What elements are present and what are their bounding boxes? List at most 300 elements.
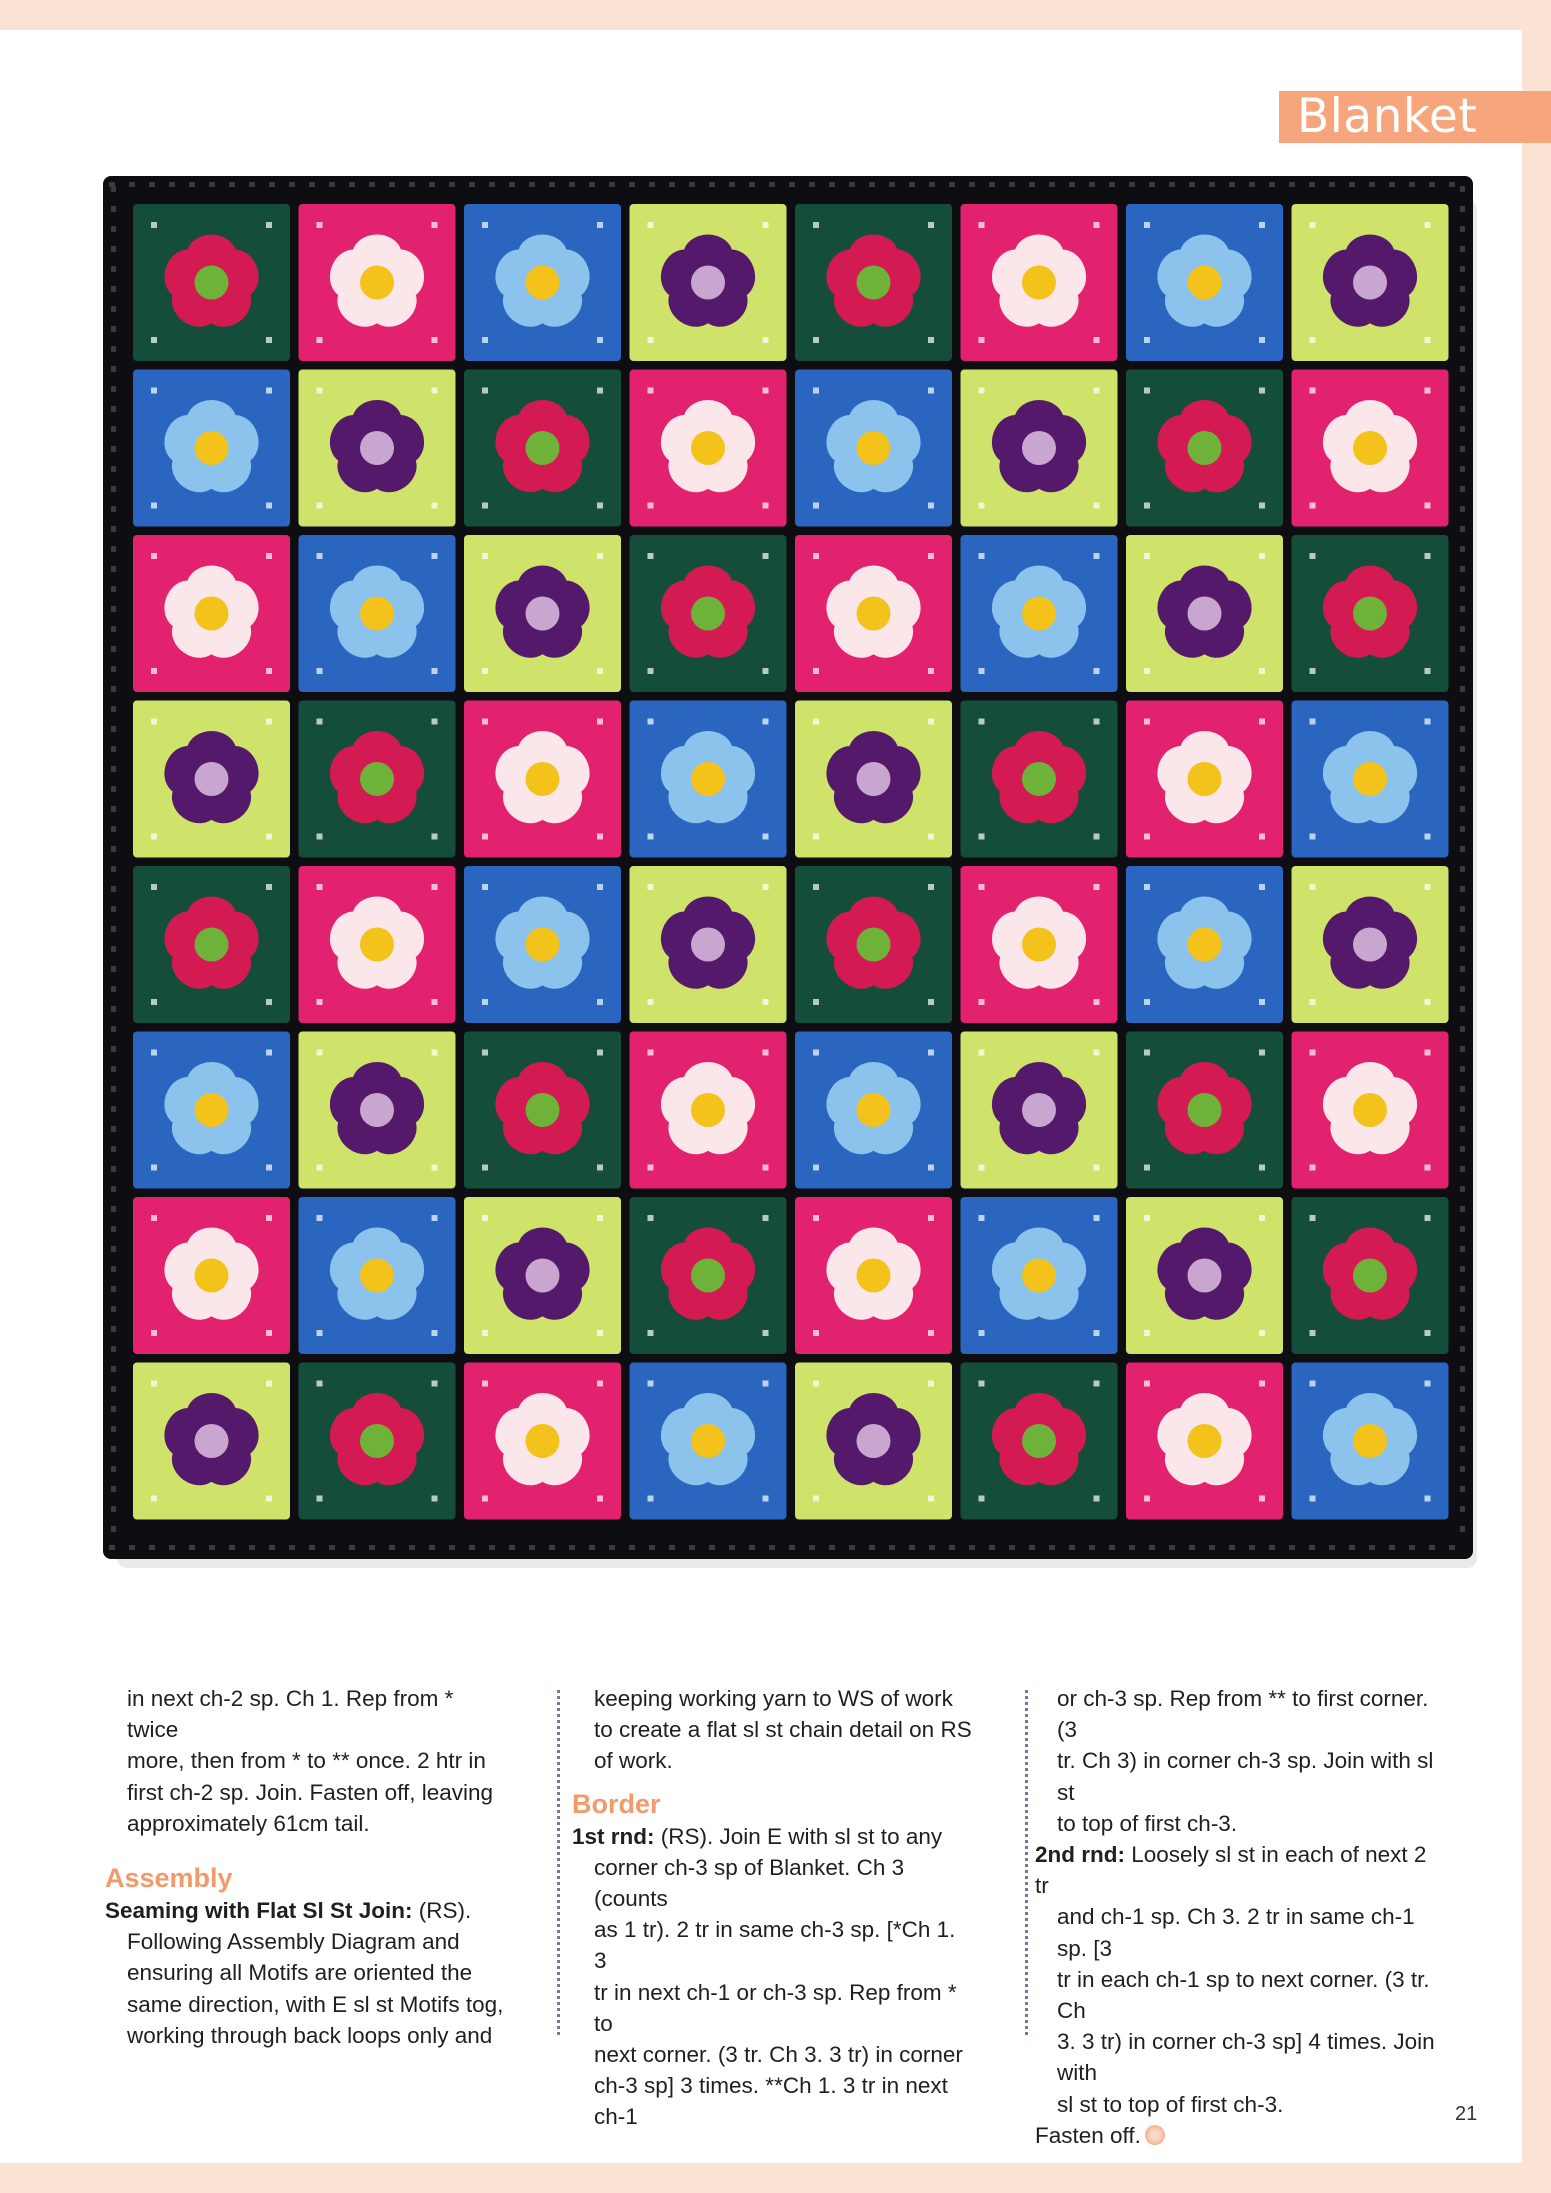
motif-hole <box>151 719 157 725</box>
border-stitch <box>1189 1545 1195 1550</box>
border-stitch <box>1029 1545 1035 1550</box>
flower-center <box>691 928 725 962</box>
border-stitch <box>209 182 215 187</box>
flower-center <box>526 597 560 631</box>
border-stitch <box>129 1545 135 1550</box>
motif-hole <box>151 1165 157 1171</box>
motif-hole <box>979 1381 985 1387</box>
motif-hole <box>151 1215 157 1221</box>
motif-hole <box>1094 1496 1100 1502</box>
motif-hole <box>928 1381 934 1387</box>
pattern-line: to top of first ch-3. <box>1057 1810 1238 1836</box>
motif-hole <box>432 999 438 1005</box>
border-stitch <box>589 1545 595 1550</box>
border-stitch <box>1460 1166 1465 1172</box>
border-stitch <box>469 1545 475 1550</box>
border-stitch <box>989 182 995 187</box>
border-stitch <box>489 1545 495 1550</box>
border-stitch <box>589 182 595 187</box>
motif-hole <box>1310 884 1316 890</box>
motif-hole <box>979 719 985 725</box>
motif-hole <box>1310 834 1316 840</box>
border-stitch <box>769 1545 775 1550</box>
border-stitch <box>1460 866 1465 872</box>
motif-hole <box>1259 553 1265 559</box>
motif-hole <box>1144 1215 1150 1221</box>
motif-hole <box>597 884 603 890</box>
border-stitch <box>111 986 116 992</box>
motif-hole <box>763 668 769 674</box>
flower-center <box>526 1259 560 1293</box>
border-stitch <box>569 1545 575 1550</box>
pattern-line: next corner. (3 tr. Ch 3. 3 tr) in corner <box>594 2042 963 2068</box>
border-stitch <box>1460 1306 1465 1312</box>
motif-hole <box>597 999 603 1005</box>
motif-hole <box>763 503 769 509</box>
border-stitch <box>149 1545 155 1550</box>
border-stitch <box>1460 446 1465 452</box>
motif-hole <box>317 719 323 725</box>
border-stitch <box>111 306 116 312</box>
motif-hole <box>763 1050 769 1056</box>
motif-hole <box>1094 1050 1100 1056</box>
motif-hole <box>813 553 819 559</box>
border-stitch <box>909 182 915 187</box>
border-stitch <box>111 1306 116 1312</box>
motif-hole <box>266 1330 272 1336</box>
motif-hole <box>1144 337 1150 343</box>
motif-hole <box>317 1050 323 1056</box>
flower-center <box>857 928 891 962</box>
motif-hole <box>1310 553 1316 559</box>
motif-hole <box>597 388 603 394</box>
flower-center <box>1353 597 1387 631</box>
motif-hole <box>266 1050 272 1056</box>
border-stitch <box>111 1486 116 1492</box>
border-stitch <box>1460 326 1465 332</box>
motif-hole <box>813 1215 819 1221</box>
pattern-line: sl st to top of first ch-3. <box>1057 2091 1284 2117</box>
border-stitch <box>1460 1466 1465 1472</box>
border-stitch <box>1460 1246 1465 1252</box>
round-2-label: 2nd rnd: <box>1035 1842 1125 1868</box>
flower-center <box>1188 928 1222 962</box>
border-stitch <box>1460 1326 1465 1332</box>
motif-hole <box>266 553 272 559</box>
border-stitch <box>1049 182 1055 187</box>
motif-hole <box>928 668 934 674</box>
round-1-instruction <box>572 1821 972 1852</box>
motif-hole <box>482 834 488 840</box>
motif-hole <box>1259 884 1265 890</box>
motif-hole <box>1310 1165 1316 1171</box>
motif-hole <box>1259 834 1265 840</box>
border-stitch <box>1369 182 1375 187</box>
motif-hole <box>648 834 654 840</box>
flower-center <box>360 1424 394 1458</box>
motif-hole <box>151 999 157 1005</box>
motif-hole <box>1425 1381 1431 1387</box>
border-stitch <box>669 182 675 187</box>
pattern-line: 3. 3 tr) in corner ch-3 sp] 4 times. Join with <box>1057 2029 1435 2086</box>
flower-center <box>691 762 725 796</box>
border-stitch <box>111 1046 116 1052</box>
border-stitch <box>111 446 116 452</box>
motif-hole <box>1094 553 1100 559</box>
border-stitch <box>111 1206 116 1212</box>
border-stitch <box>1249 182 1255 187</box>
border-stitch <box>111 1326 116 1332</box>
motif-hole <box>317 337 323 343</box>
border-stitch <box>1269 182 1275 187</box>
border-stitch <box>1460 946 1465 952</box>
motif-hole <box>151 222 157 228</box>
motif-hole <box>763 884 769 890</box>
border-stitch <box>209 1545 215 1550</box>
motif-hole <box>266 1496 272 1502</box>
motif-hole <box>1259 1165 1265 1171</box>
border-stitch <box>1460 366 1465 372</box>
flower-center <box>691 597 725 631</box>
motif-hole <box>1310 337 1316 343</box>
motif-hole <box>482 999 488 1005</box>
border-stitch <box>111 466 116 472</box>
flower-center <box>1353 1424 1387 1458</box>
motif-hole <box>482 553 488 559</box>
pattern-line: tr in next ch-1 or ch-3 sp. Rep from * to <box>594 1979 957 2036</box>
border-stitch <box>1349 182 1355 187</box>
border-stitch <box>1329 182 1335 187</box>
motif-hole <box>482 503 488 509</box>
border-stitch <box>1289 182 1295 187</box>
motif-hole <box>928 388 934 394</box>
motif-hole <box>1094 388 1100 394</box>
flower-center <box>526 762 560 796</box>
flower-center <box>195 431 229 465</box>
border-stitch <box>689 1545 695 1550</box>
flower-center <box>195 1093 229 1127</box>
motif-hole <box>317 222 323 228</box>
border-stitch <box>111 566 116 572</box>
border-stitch <box>1169 182 1175 187</box>
border-stitch <box>809 182 815 187</box>
motif-hole <box>597 503 603 509</box>
border-stitch <box>1460 346 1465 352</box>
motif-hole <box>813 884 819 890</box>
motif-hole <box>482 1165 488 1171</box>
motif-hole <box>648 1050 654 1056</box>
border-stitch <box>1460 226 1465 232</box>
motif-hole <box>266 1165 272 1171</box>
motif-hole <box>648 222 654 228</box>
motif-hole <box>1144 668 1150 674</box>
border-stitch <box>509 1545 515 1550</box>
motif-hole <box>648 553 654 559</box>
border-stitch <box>1460 506 1465 512</box>
border-stitch <box>429 1545 435 1550</box>
border-stitch <box>111 1226 116 1232</box>
pattern-line: in next ch-2 sp. Ch 1. Rep from * twice <box>127 1686 454 1743</box>
motif-hole <box>979 1165 985 1171</box>
border-stitch <box>1449 182 1455 187</box>
pattern-line: of work. <box>594 1748 673 1774</box>
motif-hole <box>1310 999 1316 1005</box>
flower-center <box>1188 431 1222 465</box>
motif-hole <box>266 388 272 394</box>
motif-hole <box>1310 1381 1316 1387</box>
border-stitch <box>1460 526 1465 532</box>
motif-hole <box>928 337 934 343</box>
border-stitch <box>549 1545 555 1550</box>
seaming-text: (RS). <box>412 1898 472 1924</box>
motif-hole <box>928 719 934 725</box>
motif-hole <box>151 1330 157 1336</box>
motif-hole <box>763 1165 769 1171</box>
motif-hole <box>1144 834 1150 840</box>
motif-hole <box>648 388 654 394</box>
section-tab: Blanket <box>1279 91 1551 143</box>
motif-hole <box>482 1050 488 1056</box>
motif-hole <box>1144 999 1150 1005</box>
border-stitch <box>189 1545 195 1550</box>
motif-hole <box>979 999 985 1005</box>
border-stitch <box>111 186 116 192</box>
border-stitch <box>1460 586 1465 592</box>
border-stitch <box>1460 1126 1465 1132</box>
border-stitch <box>111 886 116 892</box>
border-stitch <box>969 182 975 187</box>
border-stitch <box>529 182 535 187</box>
motif-hole <box>151 834 157 840</box>
border-stitch <box>1460 466 1465 472</box>
border-stitch <box>129 182 135 187</box>
motif-hole <box>317 503 323 509</box>
border-stitch <box>111 666 116 672</box>
border-stitch <box>111 266 116 272</box>
motif-hole <box>648 1381 654 1387</box>
text-column-2 <box>572 1683 972 2133</box>
flower-center <box>857 266 891 300</box>
motif-hole <box>1425 668 1431 674</box>
motif-hole <box>1425 1215 1431 1221</box>
border-stitch <box>111 1426 116 1432</box>
border-stitch <box>111 1246 116 1252</box>
seaming-instruction <box>105 1895 505 1926</box>
motif-hole <box>266 999 272 1005</box>
border-stitch <box>569 182 575 187</box>
flower-center <box>857 431 891 465</box>
border-stitch <box>111 1086 116 1092</box>
motif-hole <box>266 503 272 509</box>
border-stitch <box>1109 182 1115 187</box>
pattern-line: first ch-2 sp. Join. Fasten off, leaving <box>127 1779 494 1805</box>
motif-hole <box>813 999 819 1005</box>
motif-hole <box>928 503 934 509</box>
motif-hole <box>482 884 488 890</box>
flower-center <box>195 928 229 962</box>
border-stitch <box>1209 182 1215 187</box>
border-stitch <box>111 526 116 532</box>
flower-center <box>857 1093 891 1127</box>
border-stitch <box>1129 182 1135 187</box>
flower-center <box>1022 431 1056 465</box>
border-stitch <box>111 966 116 972</box>
motif-hole <box>432 553 438 559</box>
border-stitch <box>111 1366 116 1372</box>
motif-hole <box>763 1496 769 1502</box>
border-stitch <box>111 1186 116 1192</box>
border-stitch <box>649 182 655 187</box>
motif-hole <box>432 1330 438 1336</box>
border-stitch <box>629 182 635 187</box>
border-stitch <box>349 1545 355 1550</box>
motif-hole <box>1144 388 1150 394</box>
border-stitch <box>111 1146 116 1152</box>
border-stitch <box>349 182 355 187</box>
flower-center <box>1353 1093 1387 1127</box>
motif-hole <box>1094 1330 1100 1336</box>
motif-hole <box>813 668 819 674</box>
border-stitch <box>1349 1545 1355 1550</box>
flower-center <box>1353 266 1387 300</box>
flower-center <box>360 266 394 300</box>
motif-hole <box>928 1330 934 1336</box>
border-stitch <box>669 1545 675 1550</box>
motif-hole <box>928 999 934 1005</box>
flower-center <box>1022 1093 1056 1127</box>
motif-hole <box>482 388 488 394</box>
motif-hole <box>1425 222 1431 228</box>
flower-center <box>857 597 891 631</box>
motif-hole <box>648 884 654 890</box>
flower-center <box>691 1424 725 1458</box>
border-stitch <box>849 1545 855 1550</box>
flower-center <box>691 1259 725 1293</box>
motif-hole <box>928 1165 934 1171</box>
border-stitch <box>1409 182 1415 187</box>
motif-hole <box>813 503 819 509</box>
border-stitch <box>111 846 116 852</box>
border-stitch <box>189 182 195 187</box>
pattern-line: same direction, with E sl st Motifs tog, <box>127 1991 504 2017</box>
border-stitch <box>389 182 395 187</box>
column-divider <box>557 1690 560 2035</box>
motif-hole <box>1425 999 1431 1005</box>
border-stitch <box>1389 1545 1395 1550</box>
flower-center <box>1022 597 1056 631</box>
assembly-heading: Assembly <box>105 1863 233 1894</box>
border-stitch <box>1109 1545 1115 1550</box>
border-stitch <box>111 686 116 692</box>
motif-hole <box>317 668 323 674</box>
border-stitch <box>869 182 875 187</box>
flower-center <box>1353 762 1387 796</box>
border-stitch <box>169 182 175 187</box>
border-stitch <box>111 626 116 632</box>
border-stitch <box>869 1545 875 1550</box>
border-stitch <box>1460 1286 1465 1292</box>
motif-hole <box>979 1215 985 1221</box>
flower-center <box>857 1259 891 1293</box>
motif-hole <box>979 834 985 840</box>
border-stitch <box>1460 986 1465 992</box>
border-stitch <box>111 1266 116 1272</box>
border-stitch <box>749 182 755 187</box>
border-stitch <box>111 1506 116 1512</box>
motif-hole <box>432 503 438 509</box>
border-stitch <box>1460 1426 1465 1432</box>
border-stitch <box>329 1545 335 1550</box>
flower-center <box>360 928 394 962</box>
border-stitch <box>1329 1545 1335 1550</box>
flower-center <box>360 597 394 631</box>
motif-hole <box>317 388 323 394</box>
motif-hole <box>597 719 603 725</box>
motif-hole <box>928 1050 934 1056</box>
pattern-line: working through back loops only and <box>127 2022 493 2048</box>
motif-hole <box>1259 337 1265 343</box>
motif-hole <box>1144 503 1150 509</box>
border-stitch <box>1460 486 1465 492</box>
border-stitch <box>289 182 295 187</box>
pattern-line: tr in each ch-1 sp to next corner. (3 tr. Ch <box>1057 1966 1430 2024</box>
border-stitch <box>1460 906 1465 912</box>
border-stitch <box>1460 1506 1465 1512</box>
border-stitch <box>1460 626 1465 632</box>
border-stitch <box>111 646 116 652</box>
motif-hole <box>432 388 438 394</box>
round-1-text: (RS). Join E with sl st to any <box>654 1823 943 1849</box>
motif-hole <box>763 719 769 725</box>
motif-hole <box>1094 337 1100 343</box>
border-stitch <box>1460 726 1465 732</box>
border-stitch <box>629 1545 635 1550</box>
border-stitch <box>609 182 615 187</box>
border-stitch <box>969 1545 975 1550</box>
pattern-line: tr. Ch 3) in corner ch-3 sp. Join with sl st <box>1057 1748 1434 1805</box>
border-stitch <box>1229 182 1235 187</box>
motif-hole <box>151 884 157 890</box>
motif-hole <box>1425 503 1431 509</box>
motif-hole <box>648 503 654 509</box>
motif-hole <box>266 884 272 890</box>
border-stitch <box>1249 1545 1255 1550</box>
pattern-line: Following Assembly Diagram and <box>127 1929 460 1955</box>
border-stitch <box>109 1545 115 1550</box>
flower-center <box>1188 597 1222 631</box>
motif-hole <box>1094 668 1100 674</box>
border-stitch <box>849 182 855 187</box>
border-stitch <box>609 1545 615 1550</box>
motif-hole <box>432 834 438 840</box>
border-stitch <box>1149 182 1155 187</box>
flower-center <box>360 762 394 796</box>
border-stitch <box>1460 1346 1465 1352</box>
motif-hole <box>317 1215 323 1221</box>
motif-hole <box>1259 1215 1265 1221</box>
end-of-pattern-icon <box>1145 2125 1165 2145</box>
motif-hole <box>482 668 488 674</box>
motif-hole <box>597 553 603 559</box>
motif-hole <box>813 388 819 394</box>
motif-hole <box>813 1050 819 1056</box>
motif-hole <box>1310 503 1316 509</box>
motif-hole <box>1144 1330 1150 1336</box>
motif-hole <box>813 1165 819 1171</box>
fasten-off-text: Fasten off. <box>1035 2122 1141 2148</box>
motif-hole <box>763 834 769 840</box>
motif-hole <box>1259 1330 1265 1336</box>
